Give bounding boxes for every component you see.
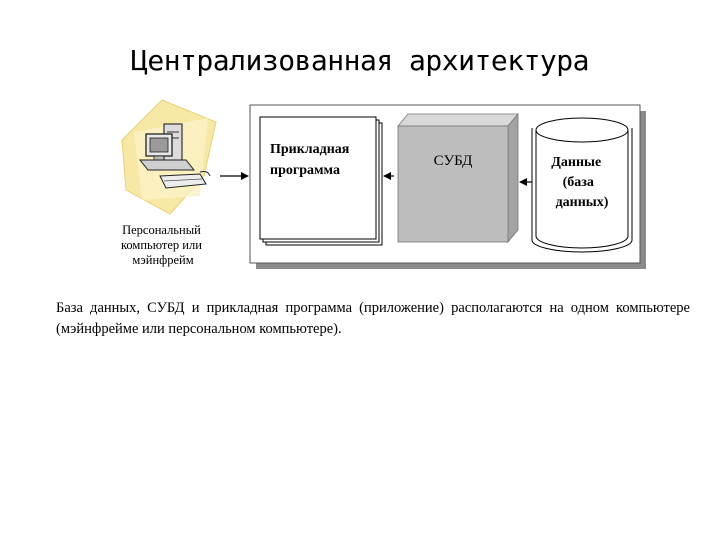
data-label-line-3: данных) [555, 195, 609, 210]
dbms-block [398, 114, 518, 242]
app-label-line-1: Прикладная [270, 142, 350, 157]
pc-label-line-3: мэйнфрейм [132, 253, 194, 267]
computer-icon [122, 100, 216, 214]
data-label-line-2: (база [562, 175, 594, 190]
pc-label-line-2: компьютер или [120, 238, 202, 252]
caption-text: База данных, СУБД и прикладная программа (приложение) располагаются на одном компьютере (мэйнфрейме или персональном компьютере). [56, 300, 690, 337]
page-title: Централизованная архитектура [130, 44, 589, 77]
app-label-line-2: программа [270, 163, 340, 178]
application-program-box [260, 117, 382, 245]
data-label-line-1: Данные [551, 155, 602, 170]
pc-label-line-1: Персональный [122, 223, 201, 237]
svg-text:Персональный компьютер или [121, 223, 205, 267]
dbms-label: СУБД [433, 153, 473, 169]
